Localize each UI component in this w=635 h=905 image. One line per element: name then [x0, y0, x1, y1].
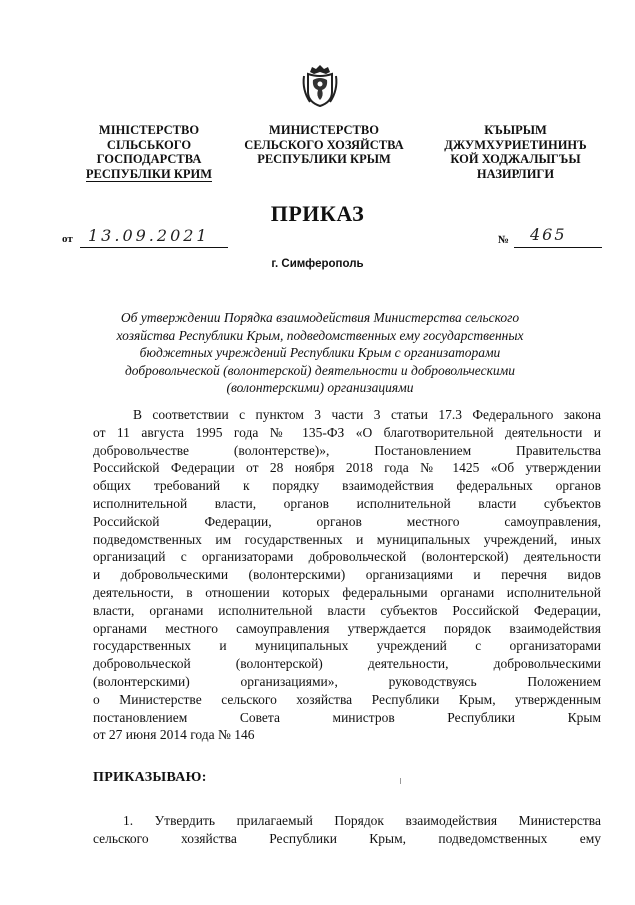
header-left-line: ГОСПОДАРСТВА [96, 152, 202, 166]
body-line: деятельности, в отношении которых федеральными органами исполнительной [93, 584, 601, 600]
header-right-line: КОЙ ХОДЖАЛЫГЪЫ [450, 152, 581, 166]
body-line: постановлением Совета министров Республики Крым [93, 709, 601, 725]
header-center-line: МИНИСТЕРСТВО [269, 123, 379, 137]
body-line: государственных и муниципальных учреждений с организаторами [93, 638, 601, 654]
body-line: и добровольческими (волонтерскими) организациями и перечня видов [93, 567, 601, 583]
body-line: от 11 августа 1995 года № 135-ФЗ «О благотворительной деятельности и [93, 424, 601, 440]
item-line: 1. Утвердить прилагаемый Порядок взаимодействия Министерства [123, 813, 601, 828]
subject-line: Об утверждении Порядка взаимодействия Министерства сельского [120, 310, 520, 325]
body-line: В соответствии с пунктом 3 части 3 статьи 17.3 Федерального закона [133, 407, 601, 422]
body-line: (волонтерскими) организациями», руководствуясь Положением [93, 673, 601, 689]
header-crimean-tatar [418, 123, 613, 181]
order-item-1 [93, 812, 601, 848]
subject-line: (волонтерскими) организациями [226, 380, 414, 395]
subject-block [96, 309, 544, 397]
header-left-line: РЕСПУБЛІКИ КРИМ [85, 166, 213, 181]
header-left-line: МІНІСТЕРСТВО [98, 123, 200, 137]
crimea-coat-of-arms-icon [300, 62, 340, 108]
document-title: ПРИКАЗ [270, 201, 365, 226]
number-label: № [498, 234, 510, 246]
body-line: общих требований к порядку взаимодействия федеральных органов [93, 478, 601, 494]
body-line: органами местного самоуправления утверждается порядок взаимодействия [93, 620, 601, 636]
item-line: сельского хозяйства Республики Крым, подведомственных ему [93, 830, 601, 846]
body-line: Российской Федерации от 28 ноября 2018 года № 1425 «Об утверждении [93, 460, 601, 476]
body-line: исполнительной власти, органов исполнительной власти субъектов [93, 495, 601, 511]
header-center-line: РЕСПУБЛИКИ КРЫМ [257, 152, 391, 166]
body-line: добровольческой (волонтерской) деятельности, добровольческими [93, 656, 601, 672]
header-ukrainian [64, 123, 234, 182]
header-left-line: СІЛЬСЬКОГО [106, 137, 192, 152]
header-right-line: ДЖУМХУРИЕТИНИНЪ [444, 137, 587, 152]
preamble-paragraph [93, 406, 601, 744]
city-line: г. Симферополь [271, 258, 364, 270]
order-heading: ПРИКАЗЫВАЮ: [93, 770, 207, 785]
scan-mark [400, 778, 401, 784]
header-russian [226, 123, 422, 167]
subject-line: хозяйства Республики Крым, подведомственных ему государственных [116, 327, 524, 343]
body-line: от 27 июня 2014 года № 146 [93, 727, 255, 743]
number-value: 465 [530, 225, 567, 244]
body-line: власти, органами исполнительной власти субъектов Российской Федерации, [93, 602, 601, 618]
body-line: подведомственных им государственных и муниципальных учреждений, иных [93, 531, 601, 547]
header-right-line: НАЗИРЛИГИ [476, 166, 555, 181]
body-line: Российской Федерации, органов местного самоуправления, [93, 513, 601, 529]
body-line: добровольчестве (волонтерстве)», Постановлением Правительства [93, 442, 601, 458]
date-value: 13.09.2021 [88, 226, 210, 245]
subject-line: бюджетных учреждений Республики Крым с организаторами [139, 345, 501, 360]
header-right-line: КЪЫРЫМ [484, 123, 547, 137]
body-line: организаций с организаторами добровольческой (волонтерской) деятельности [93, 549, 601, 565]
body-line: о Министерстве сельского хозяйства Республики Крым, утвержденным [93, 691, 601, 707]
subject-line: добровольческой (волонтерской) деятельности и добровольческими [124, 362, 516, 378]
date-label: от [62, 233, 73, 245]
header-center-line: СЕЛЬСКОГО ХОЗЯЙСТВА [244, 137, 404, 152]
